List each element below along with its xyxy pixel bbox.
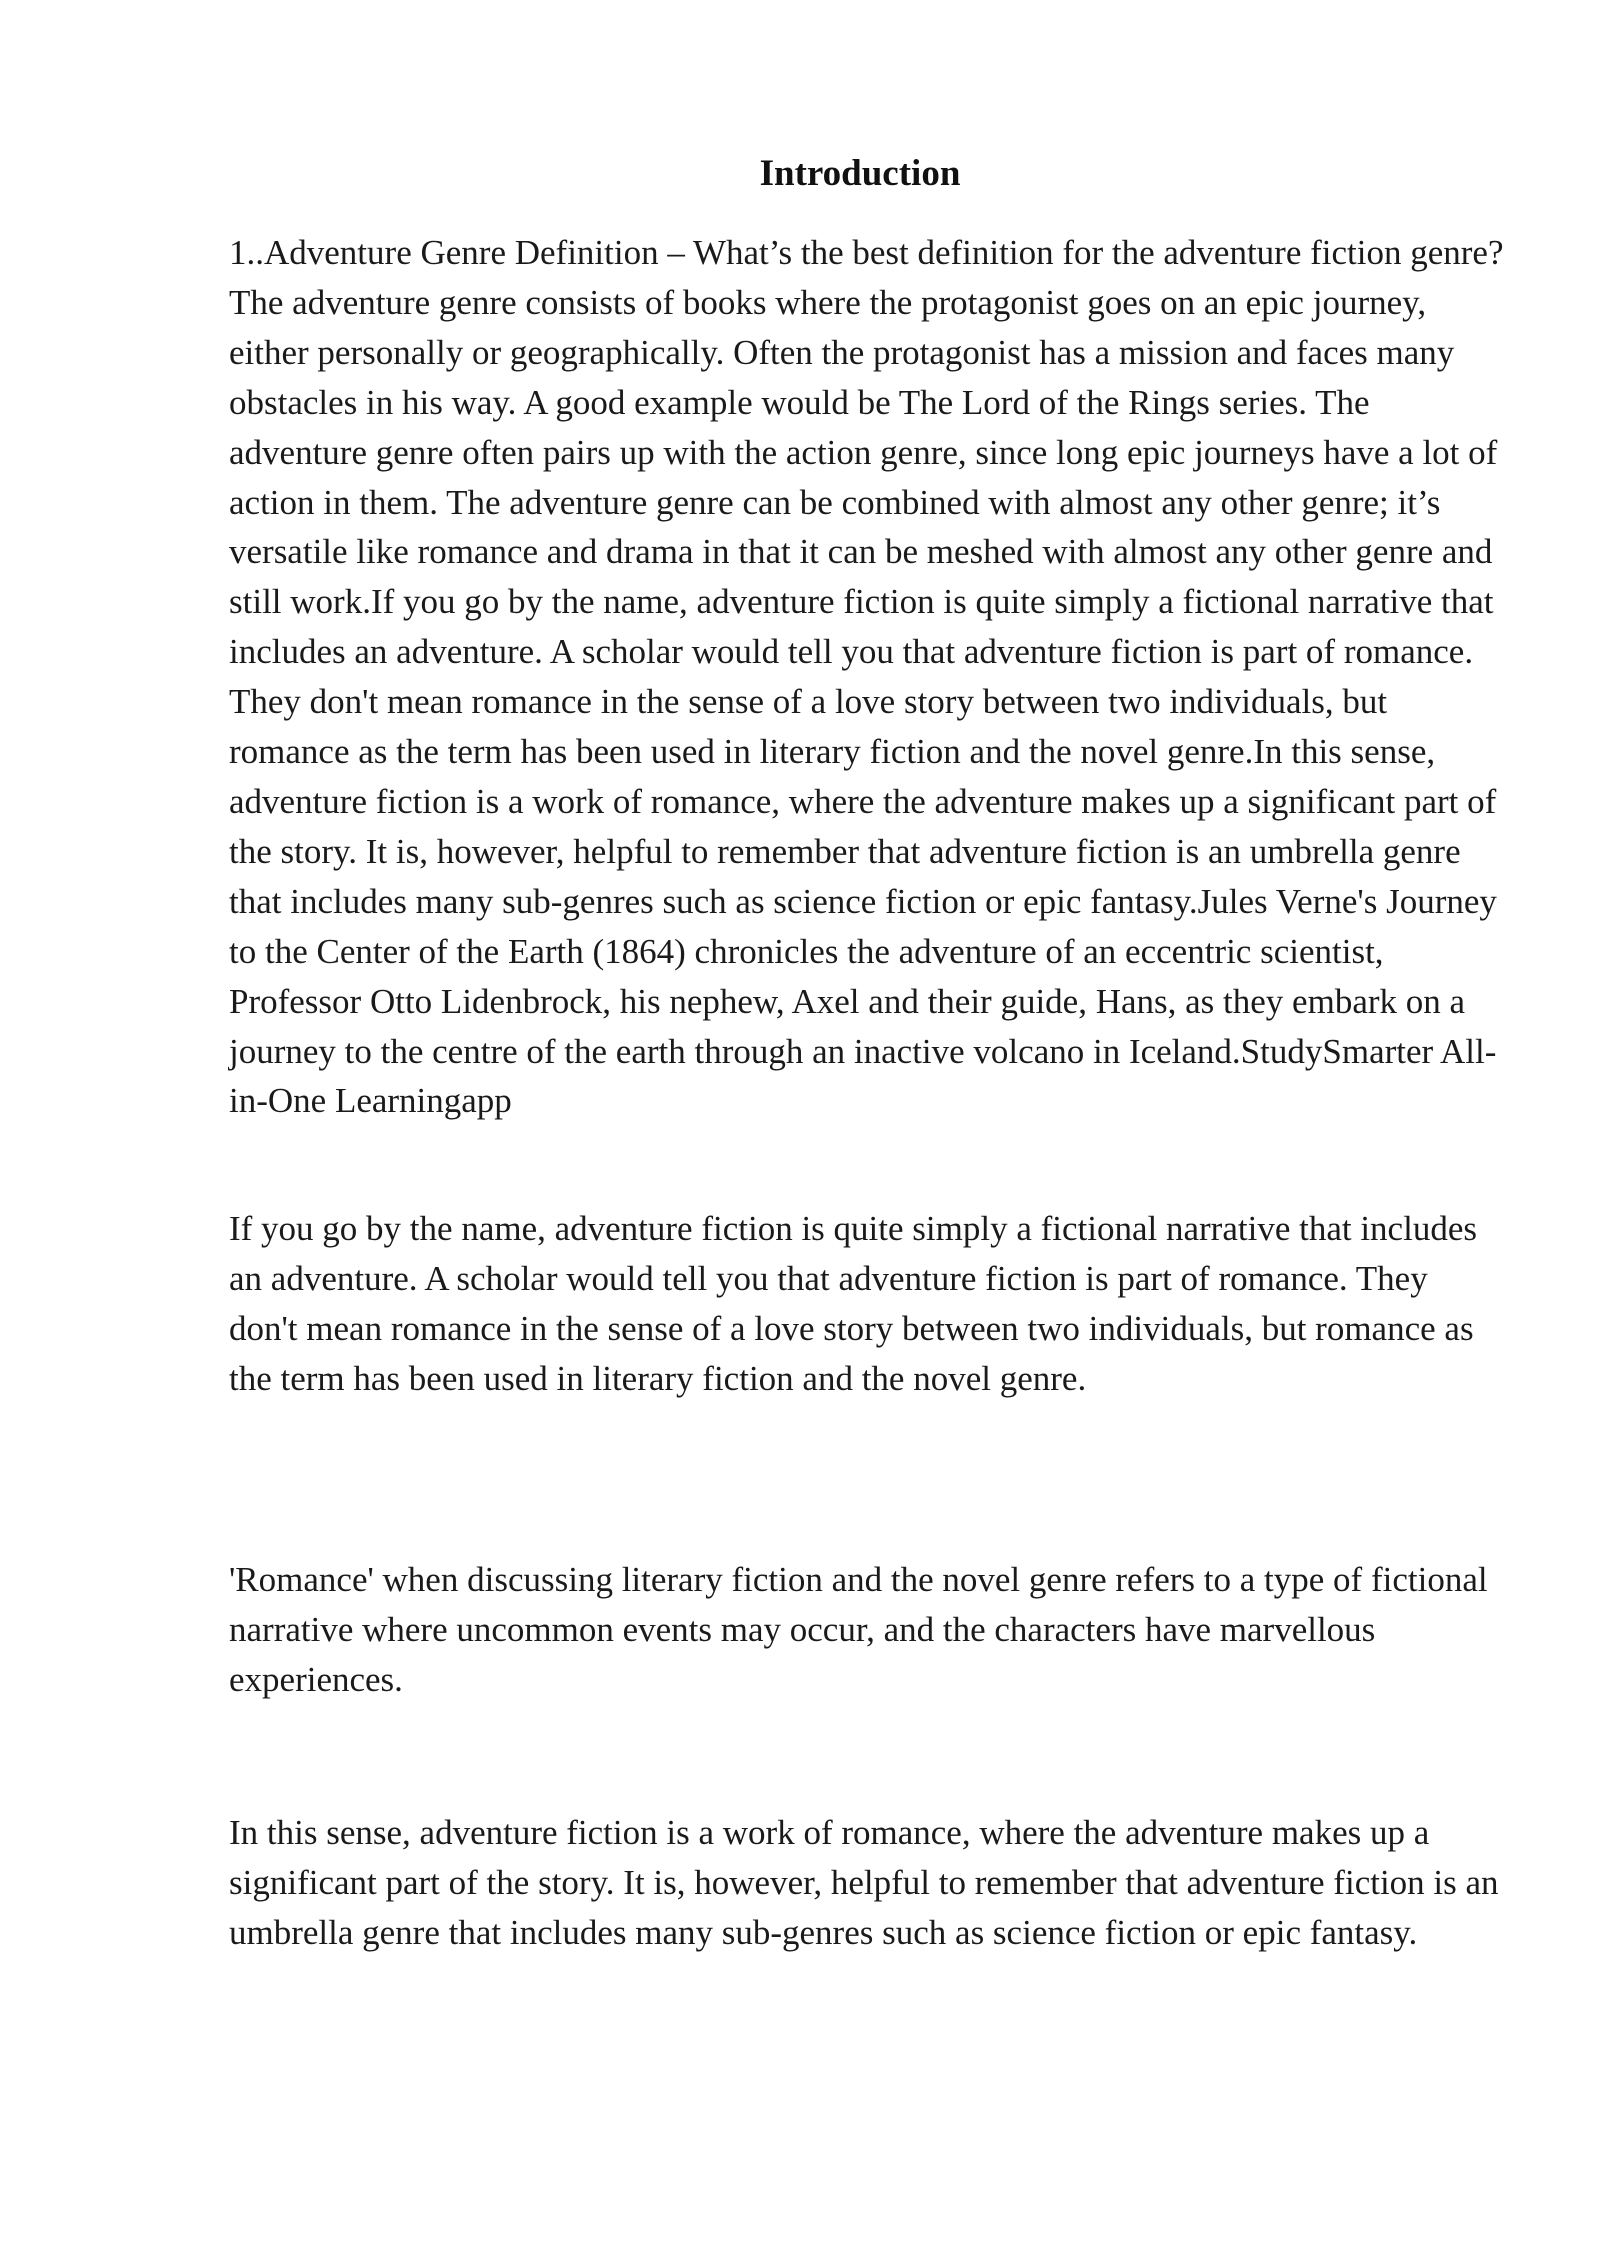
paragraph-adventure-fiction-name: If you go by the name, adventure fiction is quite simply a fictional narrative that includes an adventure. A scholar would tell you that adventure fiction is part of romance. They don't mean romance in the sense of a love story between two individuals, but romance as the term has been used in literary fiction and the novel genre. bbox=[229, 1209, 1477, 1398]
document-title: Introduction bbox=[759, 153, 961, 194]
paragraph-adventure-genre-definition: 1..Adventure Genre Definition – What’s the best definition for the adventure fiction genre? The adventure genre consists of books where the protagonist goes on an epic journey, either personally or geographically. Often the protagonist has a mission and faces many obstacles in his way. A good example would be The Lord of the Rings series. The adventure genre often pairs up with the action genre, since long epic journeys have a lot of action in them. The adventure genre can be combined with almost any other genre; it’s versatile like romance and drama in that it can be meshed with almost any other genre and still work.If you go by the name, adventure fiction is quite simply a fictional narrative that includes an adventure. A scholar would tell you that adventure fiction is part of romance. They don't mean romance in the sense of a love story between two individuals, but romance as the term has been used in literary fiction and the novel genre.In this sense, adventure fiction is a work of romance, where the adventure makes up a significant part of the story. It is, however, helpful to remember that adventure fiction is an umbrella genre that includes many sub-genres such as science fiction or epic fantasy.Jules Verne's Journey to the Center of the Earth (1864) chronicles the adventure of an eccentric scientist, Professor Otto Lidenbrock, his nephew, Axel and their guide, Hans, as they embark on a journey to the centre of the earth through an inactive volcano in Iceland.StudySmarter All-in-One Learningapp bbox=[229, 233, 1504, 1121]
paragraph-umbrella-genre: In this sense, adventure fiction is a work of romance, where the adventure makes up a significant part of the story. It is, however, helpful to remember that adventure fiction is an umbrella genre that includes many sub-genres such as science fiction or epic fantasy. bbox=[229, 1813, 1499, 1952]
paragraph-romance-definition: 'Romance' when discussing literary fiction and the novel genre refers to a type of fictional narrative where uncommon events may occur, and the characters have marvellous experiences. bbox=[229, 1560, 1488, 1699]
